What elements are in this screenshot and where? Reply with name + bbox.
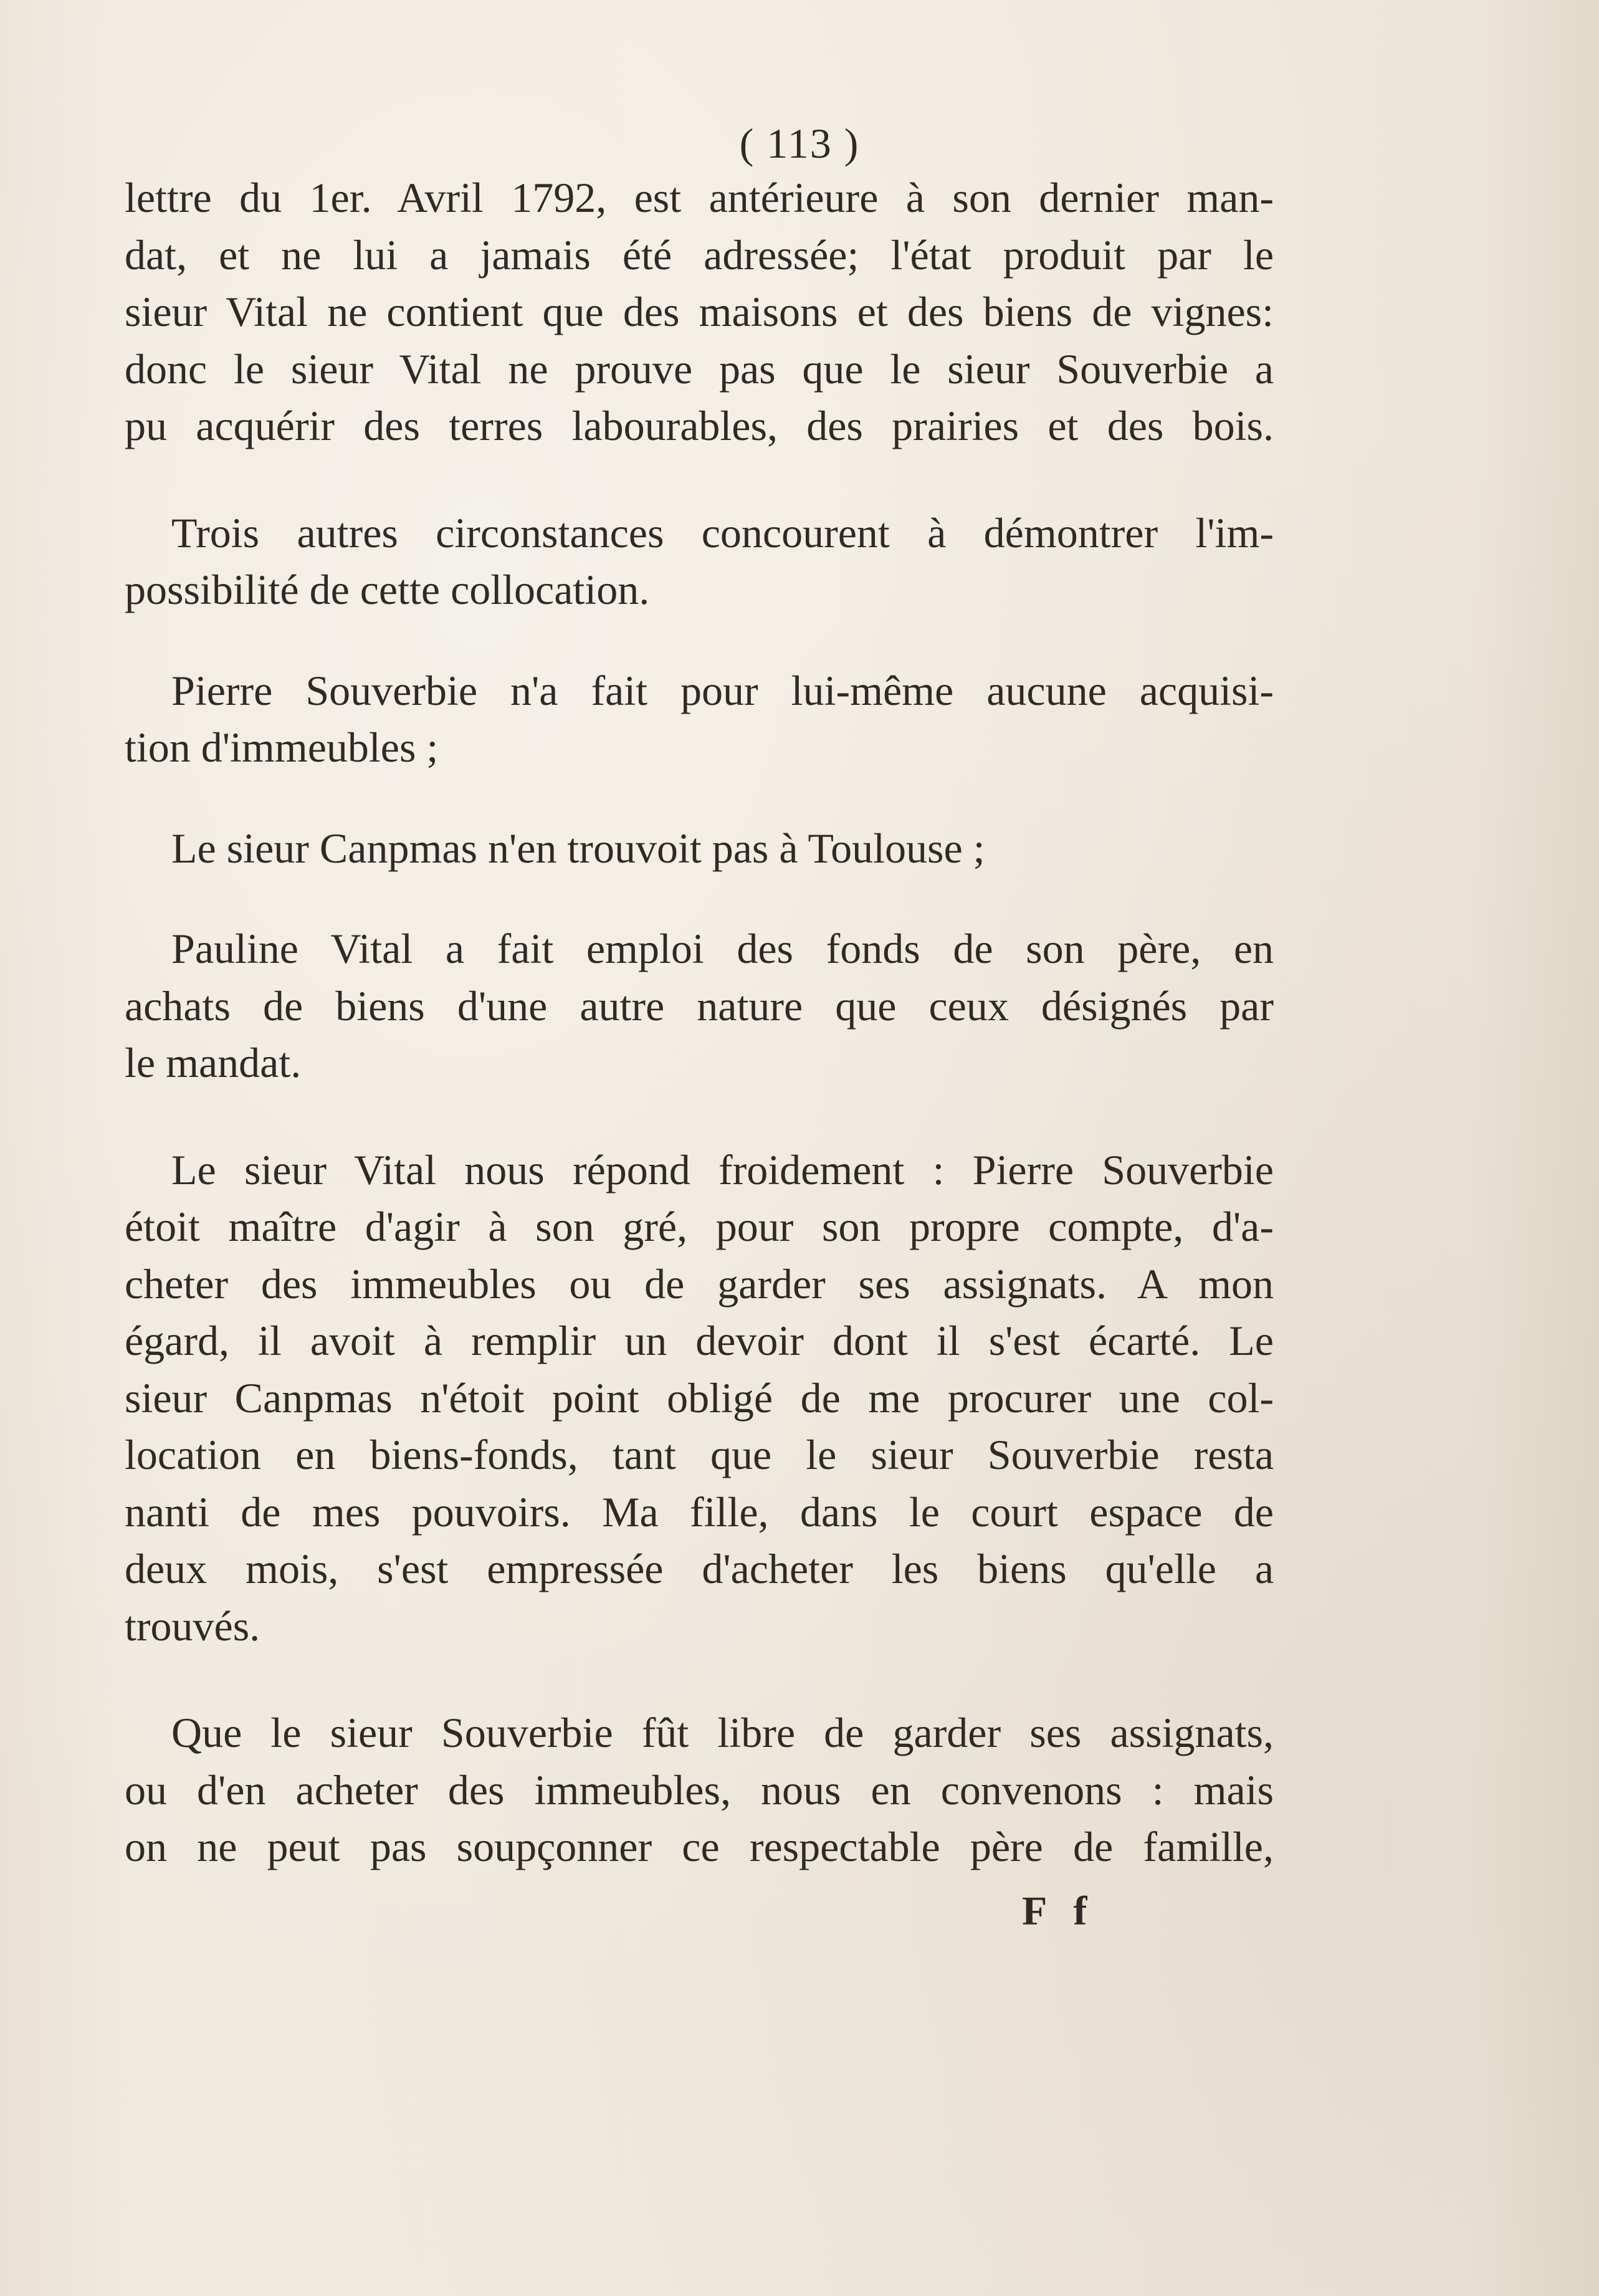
text-line: achats de biens d'une autre nature que ceux désignés par	[125, 982, 1274, 1030]
text-line: sieur Canpmas n'étoit point obligé de me procurer une col-	[125, 1374, 1274, 1422]
text-line: lettre du 1er. Avril 1792, est antérieure à son dernier man-	[125, 174, 1274, 221]
page-number: ( 113 )	[739, 120, 860, 167]
body-text	[125, 170, 1274, 1876]
text-line: le mandat.	[125, 1039, 302, 1086]
paragraph-6	[125, 1142, 1274, 1655]
text-line: tion d'immeubles ;	[125, 724, 439, 771]
text-line: Le sieur Vital nous répond froidement : Pierre Souverbie	[171, 1146, 1274, 1193]
paragraph-7	[125, 1705, 1274, 1876]
text-line: nanti de mes pouvoirs. Ma fille, dans le court espace de	[125, 1488, 1274, 1536]
text-line: donc le sieur Vital ne prouve pas que le sieur Souverbie a	[125, 345, 1274, 393]
text-line: Pauline Vital a fait emploi des fonds de son père, en	[171, 925, 1274, 972]
paragraph-4	[125, 820, 1274, 878]
paragraph-3	[125, 662, 1274, 777]
text-line: on ne peut pas soupçonner ce respectable père de famille,	[125, 1823, 1274, 1870]
text-line: Que le sieur Souverbie fût libre de garder ses assignats,	[171, 1709, 1274, 1756]
text-line: ou d'en acheter des immeubles, nous en convenons : mais	[125, 1766, 1274, 1814]
text-line: étoit maître d'agir à son gré, pour son propre compte, d'a-	[125, 1203, 1274, 1250]
paragraph-1	[125, 170, 1274, 455]
text-line: égard, il avoit à remplir un devoir dont il s'est écarté. Le	[125, 1317, 1274, 1364]
text-line: deux mois, s'est empressée d'acheter les biens qu'elle a	[125, 1545, 1274, 1592]
text-line: sieur Vital ne contient que des maisons et des biens de vignes:	[125, 288, 1274, 335]
text-line: possibilité de cette collocation.	[125, 566, 650, 613]
text-line: Le sieur Canpmas n'en trouvoit pas à Toulouse ;	[171, 824, 985, 872]
text-line: Trois autres circonstances concourent à démontrer l'im-	[171, 509, 1274, 557]
paragraph-2	[125, 505, 1274, 619]
text-line: trouvés.	[125, 1602, 260, 1650]
signature-mark: F f	[1022, 1888, 1096, 1934]
paragraph-5	[125, 921, 1274, 1092]
text-line: Pierre Souverbie n'a fait pour lui-même aucune acquisi-	[171, 666, 1274, 714]
text-line: cheter des immeubles ou de garder ses assignats. A mon	[125, 1260, 1274, 1308]
text-line: dat, et ne lui a jamais été adressée; l'état produit par le	[125, 231, 1274, 279]
text-line: pu acquérir des terres labourables, des prairies et des bois.	[125, 402, 1274, 449]
text-line: location en biens-fonds, tant que le sieur Souverbie resta	[125, 1431, 1274, 1478]
